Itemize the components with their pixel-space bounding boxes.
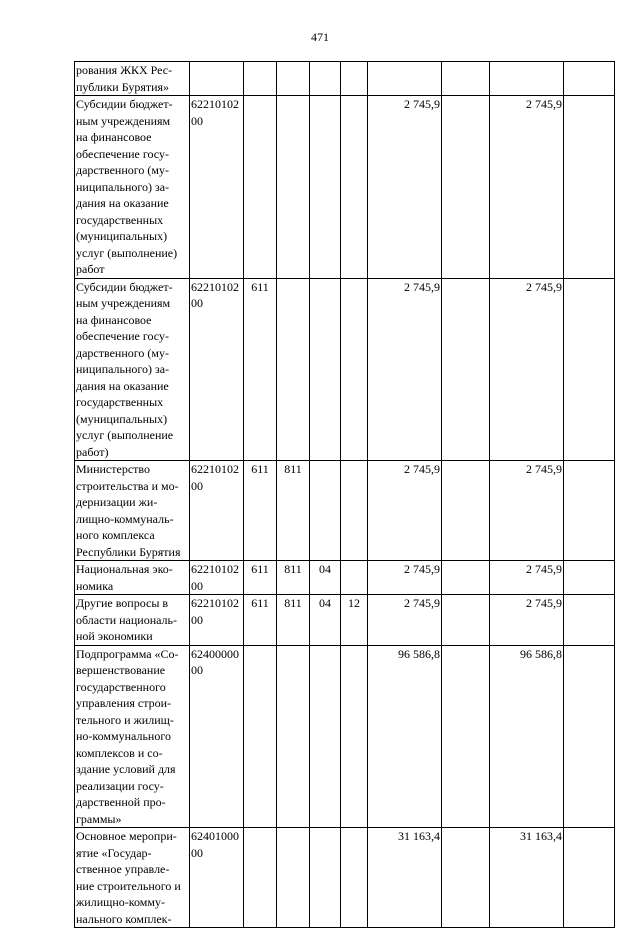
- row-sum-2: [490, 62, 564, 96]
- row-grbs: [277, 645, 310, 828]
- row-code: 62210102 00: [190, 461, 244, 561]
- row-sum-1: 2 745,9: [368, 595, 442, 646]
- row-vr: 611: [244, 278, 277, 461]
- row-sum-1: 2 745,9: [368, 96, 442, 279]
- row-vr: [244, 645, 277, 828]
- row-sum-1: 96 586,8: [368, 645, 442, 828]
- row-pr: [341, 561, 368, 595]
- row-code: 62210102 00: [190, 561, 244, 595]
- table-row: [75, 278, 615, 461]
- row-grbs: 811: [277, 561, 310, 595]
- row-code: 62210102 00: [190, 96, 244, 279]
- table-row: [75, 645, 615, 828]
- row-grbs: [277, 828, 310, 928]
- row-empty-2: [564, 561, 615, 595]
- row-empty-2: [564, 595, 615, 646]
- row-grbs: [277, 62, 310, 96]
- row-sum-1: 2 745,9: [368, 561, 442, 595]
- row-sum-1: 2 745,9: [368, 461, 442, 561]
- row-pr: [341, 96, 368, 279]
- row-pr: [341, 62, 368, 96]
- row-vr: [244, 828, 277, 928]
- row-rz: 04: [310, 595, 341, 646]
- table-row: [75, 828, 615, 928]
- row-sum-2: 31 163,4: [490, 828, 564, 928]
- row-sum-2: 2 745,9: [490, 278, 564, 461]
- row-name: рования ЖКХ Рес- публики Бурятия»: [75, 62, 190, 96]
- row-rz: [310, 645, 341, 828]
- row-grbs: [277, 278, 310, 461]
- budget-table: [74, 61, 615, 928]
- row-name: Основное меропри- ятие «Государ- ственное управле- ние строительного и жилищно-комму- нального комплек-: [75, 828, 190, 928]
- row-name: Субсидии бюджет- ным учреждениям на финансовое обеспечение госу- дарственного (му- ниципального) за- дания на оказание государственных (муниципальных) услуг (выполнение работ): [75, 278, 190, 461]
- row-sum-1: [368, 62, 442, 96]
- row-empty-1: [442, 561, 490, 595]
- row-name: Министерство строительства и мо- дернизации жи- лищно-коммуналь- ного комплекса Республики Бурятия: [75, 461, 190, 561]
- row-code: 62400000 00: [190, 645, 244, 828]
- row-rz: 04: [310, 561, 341, 595]
- row-name: Национальная эко- номика: [75, 561, 190, 595]
- row-grbs: 811: [277, 595, 310, 646]
- row-empty-2: [564, 828, 615, 928]
- row-code: 62401000 00: [190, 828, 244, 928]
- row-empty-2: [564, 62, 615, 96]
- table-row: [75, 96, 615, 279]
- row-vr: 611: [244, 561, 277, 595]
- table-row: [75, 561, 615, 595]
- row-rz: [310, 828, 341, 928]
- row-grbs: [277, 96, 310, 279]
- row-name: Субсидии бюджет- ным учреждениям на финансовое обеспечение госу- дарственного (му- ниципального) за- дания на оказание государственных (муниципальных) услуг (выполнение) работ: [75, 96, 190, 279]
- row-pr: [341, 278, 368, 461]
- row-sum-2: 2 745,9: [490, 96, 564, 279]
- row-rz: [310, 62, 341, 96]
- row-code: 62210102 00: [190, 595, 244, 646]
- row-name: Подпрограмма «Со- вершенствование государственного управления строи- тельного и жилищ- но-коммунального комплексов и со- здание условий для реализации госу- дарственной про- граммы»: [75, 645, 190, 828]
- row-code: [190, 62, 244, 96]
- row-sum-2: 2 745,9: [490, 461, 564, 561]
- row-empty-1: [442, 278, 490, 461]
- row-empty-1: [442, 645, 490, 828]
- row-vr: 611: [244, 461, 277, 561]
- row-vr: [244, 62, 277, 96]
- page-number: 471: [311, 30, 329, 44]
- row-empty-1: [442, 96, 490, 279]
- table-row: [75, 595, 615, 646]
- row-empty-1: [442, 828, 490, 928]
- row-empty-2: [564, 645, 615, 828]
- table-row: [75, 62, 615, 96]
- row-name: Другие вопросы в области националь- ной экономики: [75, 595, 190, 646]
- row-vr: [244, 96, 277, 279]
- row-sum-2: 96 586,8: [490, 645, 564, 828]
- row-vr: 611: [244, 595, 277, 646]
- row-empty-2: [564, 278, 615, 461]
- row-rz: [310, 96, 341, 279]
- row-pr: [341, 828, 368, 928]
- row-pr: 12: [341, 595, 368, 646]
- row-empty-1: [442, 595, 490, 646]
- row-empty-2: [564, 96, 615, 279]
- row-pr: [341, 461, 368, 561]
- row-rz: [310, 461, 341, 561]
- row-empty-2: [564, 461, 615, 561]
- row-rz: [310, 278, 341, 461]
- table-row: [75, 461, 615, 561]
- row-pr: [341, 645, 368, 828]
- row-code: 62210102 00: [190, 278, 244, 461]
- row-empty-1: [442, 62, 490, 96]
- row-sum-2: 2 745,9: [490, 595, 564, 646]
- row-grbs: 811: [277, 461, 310, 561]
- row-empty-1: [442, 461, 490, 561]
- row-sum-1: 31 163,4: [368, 828, 442, 928]
- row-sum-1: 2 745,9: [368, 278, 442, 461]
- row-sum-2: 2 745,9: [490, 561, 564, 595]
